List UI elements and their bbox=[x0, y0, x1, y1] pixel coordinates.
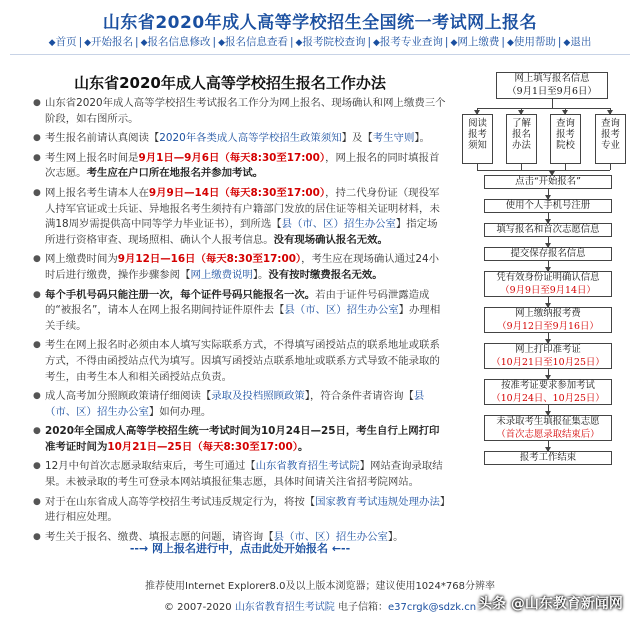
nav-start-signup[interactable]: ◆开始报名 bbox=[84, 36, 134, 48]
bullet-icon: ● bbox=[33, 531, 41, 542]
flow-step-label: 提交保存报名信息 bbox=[510, 248, 586, 259]
bullet-icon: ◆ bbox=[563, 38, 571, 48]
nav-help[interactable]: ◆使用帮助 bbox=[506, 36, 556, 48]
nav-logout[interactable]: ◆退出 bbox=[563, 36, 592, 48]
document-title: 山东省2020年成人高等学校招生报名工作办法 bbox=[74, 74, 386, 92]
flow-arrow bbox=[548, 441, 549, 451]
flow-connector bbox=[477, 108, 610, 109]
nav-online-payment[interactable]: ◆网上缴费 bbox=[450, 36, 500, 48]
flow-connector bbox=[552, 99, 553, 108]
policy-link[interactable]: 考生守则 bbox=[372, 132, 415, 145]
flow-step-label: 网上缴纳报考费 bbox=[515, 308, 581, 319]
nav-separator: | bbox=[135, 36, 139, 48]
bullet-icon: ● bbox=[33, 496, 41, 507]
bullet-icon: ● bbox=[33, 391, 41, 402]
header-divider bbox=[10, 54, 630, 55]
flow-step-date: （首次志愿录取结束后） bbox=[496, 428, 600, 440]
bullet-icon: ◆ bbox=[84, 38, 92, 48]
footer-email-link[interactable]: e37crgk@sdzk.cn bbox=[388, 602, 477, 613]
instruction-text: ，考生应在现场确认通过24小时后进行缴费，操作步骤参阅【 bbox=[45, 253, 440, 281]
nav-separator: | bbox=[367, 36, 371, 48]
instruction-text: 考生在网上报名时必须由本人填写实际联系方式，不得填写函授站点的联系地址或联系方式，不得由函授站点代为填写。因填写函授站点联系地址或联系方式导致不能录取的考生，由考生本人和相关函授站点负责。 bbox=[45, 339, 440, 383]
instruction-text: 12月中旬首次志愿录取结束后，考生可通过【 bbox=[45, 460, 256, 473]
flow-arrow bbox=[548, 213, 549, 223]
instruction-text: 】。 bbox=[414, 132, 430, 145]
bullet-icon: ● bbox=[33, 340, 41, 351]
flow-arrow bbox=[548, 237, 549, 247]
instruction-text: 】办理相关手续。 bbox=[45, 304, 441, 332]
nav-major-query[interactable]: ◆报考专业查询 bbox=[373, 36, 443, 48]
start-signup-link[interactable]: --→ 网上报名进行中，点击此处开始报名 ←-- bbox=[129, 542, 351, 555]
policy-link[interactable]: 录取及投档照顾政策 bbox=[211, 390, 305, 403]
flow-side-query-majors: 查询报考专业 bbox=[595, 114, 626, 164]
instruction-text: 2020年全国成人高等学校招生统一考试时间为10月24日—25日，考生自行上网打印准考证时间为 bbox=[45, 425, 440, 453]
flow-arrow bbox=[548, 261, 549, 271]
flow-step-label: 凭有效身份证明确认信息 bbox=[496, 272, 600, 283]
instruction-text: 山东省2020年成人高等学校招生考试报名工作分为网上报名、现场确认和网上缴费三个阶段，如右图所示。 bbox=[45, 97, 446, 125]
instruction-text: 】。 bbox=[252, 268, 269, 281]
instruction-text: 】及【 bbox=[341, 132, 373, 145]
instruction-text: 成人高考加分照顾政策请仔细阅读【 bbox=[45, 390, 212, 403]
watermark: 头条 @山东教育新闻网 bbox=[478, 596, 623, 612]
flow-arrow bbox=[548, 369, 549, 379]
nav-separator: | bbox=[212, 36, 217, 48]
policy-link[interactable]: 县（市、区）招生办公室 bbox=[281, 218, 396, 231]
nav-separator: | bbox=[501, 36, 505, 48]
bullet-icon: ● bbox=[33, 187, 41, 198]
flow-step-label: 未录取考生填报征集志愿 bbox=[496, 416, 600, 427]
instruction-text: 网上报名考生请本人在 bbox=[45, 186, 149, 199]
instruction-item bbox=[28, 424, 446, 455]
flow-step-label: 填写报名和首次志愿信息 bbox=[496, 224, 600, 235]
flow-start-box: 网上填写报名信息 （9月1日至9月6日） bbox=[496, 72, 608, 99]
instruction-text: 考生应在户口所在地报名并参加考试。 bbox=[86, 167, 264, 180]
registration-flowchart bbox=[458, 72, 636, 467]
flow-step-label: 使用个人手机号注册 bbox=[505, 200, 591, 211]
instruction-text: ，网上报名的同时填报首次志愿。 bbox=[45, 151, 440, 180]
flow-arrow bbox=[548, 405, 549, 415]
flow-side-query-schools: 查询报考院校 bbox=[550, 114, 581, 164]
flow-step-box bbox=[484, 223, 612, 237]
nav-separator: | bbox=[289, 36, 294, 48]
bullet-icon: ● bbox=[33, 133, 41, 144]
flow-side-learn-method: 了解报名办法 bbox=[506, 114, 537, 164]
flow-step-box bbox=[484, 199, 612, 213]
policy-link[interactable]: 县（市、区）招生办公室 bbox=[273, 530, 388, 543]
flow-step-date: （9月12日至9月16日） bbox=[497, 320, 599, 332]
instruction-text: 】，符合条件者请咨询【 bbox=[304, 390, 414, 403]
flow-arrow bbox=[548, 189, 549, 199]
footer-org-link[interactable]: 山东省教育招生考试院 bbox=[234, 602, 335, 613]
instruction-item bbox=[28, 151, 446, 182]
nav-school-query[interactable]: ◆报考院校查询 bbox=[295, 36, 366, 48]
instruction-text: 没有现场确认报名无效。 bbox=[273, 233, 388, 246]
policy-link[interactable]: 山东省教育招生考试院 bbox=[255, 460, 360, 473]
flow-step-label: 网上打印准考证 bbox=[515, 344, 581, 355]
flow-step-box bbox=[484, 271, 612, 297]
instruction-text: 网上缴费时间为 bbox=[45, 253, 118, 266]
bullet-icon: ● bbox=[33, 426, 41, 437]
nav-separator: | bbox=[557, 36, 562, 48]
policy-link[interactable]: 网上缴费说明 bbox=[190, 268, 253, 281]
bullet-icon: ◆ bbox=[218, 38, 225, 48]
bullet-icon: ● bbox=[33, 461, 41, 472]
bullet-icon: ● bbox=[33, 289, 41, 300]
instruction-text: ，持二代身份证（现役军人持军官证或士兵证、异地报名考生须持有户籍部门发放的居住证等相关证明材料，未满18周岁需提供高中同等学力毕业证书），到所选【 bbox=[45, 186, 440, 231]
policy-link[interactable]: 县（市、区）招生办公室 bbox=[284, 304, 399, 317]
nav-edit-info[interactable]: ◆报名信息修改 bbox=[140, 36, 211, 48]
page-title: 山东省2020年成人高等学校招生全国统一考试网上报名 bbox=[102, 13, 538, 33]
instruction-text: 对于在山东省成人高等学校招生考试违反规定行为，将按【 bbox=[45, 495, 316, 508]
instructions-list bbox=[28, 96, 446, 549]
instruction-item bbox=[28, 459, 446, 490]
flow-step-box bbox=[484, 343, 612, 369]
flow-step-date: （10月21日至10月25日） bbox=[491, 356, 605, 368]
browser-recommendation: 推荐使用Internet Explorer8.0及以上版本浏览器；建议使用1024*768分辨率 bbox=[145, 581, 495, 592]
bullet-icon: ◆ bbox=[450, 38, 458, 48]
nav-home[interactable]: ◆首页 bbox=[48, 36, 77, 48]
policy-link[interactable]: 国家教育考试违规处理办法 bbox=[315, 495, 440, 508]
instruction-item bbox=[28, 495, 446, 526]
flow-step-box bbox=[484, 175, 612, 189]
instruction-item bbox=[28, 338, 446, 385]
bullet-icon: ◆ bbox=[373, 38, 380, 48]
flow-step-date: （9月9日至9月14日） bbox=[500, 284, 596, 296]
instruction-text: 没有按时缴费报名无效。 bbox=[268, 268, 383, 281]
instruction-item bbox=[28, 131, 446, 147]
nav-separator: | bbox=[78, 36, 83, 48]
instruction-item bbox=[28, 389, 446, 420]
flow-arrow bbox=[548, 297, 549, 307]
instruction-text: 每个手机号码只能注册一次，每个证件号码只能报名一次。 bbox=[45, 288, 316, 301]
instruction-text: 考生网上报名时间是 bbox=[45, 151, 139, 164]
instruction-text: 9月12日—16日（每天8:30至17:00） bbox=[117, 253, 302, 266]
instruction-item bbox=[28, 186, 446, 248]
flow-step-box bbox=[484, 415, 612, 441]
bullet-icon: ◆ bbox=[295, 38, 303, 48]
flow-step-box bbox=[484, 379, 612, 405]
instruction-item bbox=[28, 288, 446, 335]
instruction-text: 考生关于报名、缴费、填报志愿的问题，请咨询【 bbox=[45, 530, 274, 543]
bullet-icon: ● bbox=[33, 152, 41, 163]
instruction-text: 9月9日—14日（每天8:30至17:00） bbox=[148, 186, 326, 199]
instruction-text: 10月21日—25日（每天8:30至17:00） bbox=[107, 440, 298, 453]
bullet-icon: ● bbox=[33, 98, 41, 108]
flow-side-read-notice: 阅读报考须知 bbox=[462, 114, 493, 164]
flow-step-label: 点击“开始报名” bbox=[515, 176, 581, 187]
instruction-text: 9月1日—9月6日（每天8:30至17:00） bbox=[138, 151, 326, 164]
instruction-text: 考生报名前请认真阅读【 bbox=[45, 132, 160, 145]
flow-arrow bbox=[548, 333, 549, 343]
instruction-text: 若由于证件号码泄露造成的“被报名”，请本人在网上报名期间持证件原件去【 bbox=[45, 288, 430, 317]
instruction-text: 】。 bbox=[387, 530, 404, 543]
flow-step-date: （10月24日、10月25日） bbox=[491, 392, 605, 404]
instruction-text: 】指定场所进行资格审查、现场照相、确认个人报考信息。 bbox=[45, 218, 438, 246]
bullet-icon: ◆ bbox=[140, 38, 148, 48]
instruction-text: 。 bbox=[297, 440, 309, 453]
instruction-text: 】如何办理。 bbox=[148, 405, 212, 418]
flow-step-box bbox=[484, 247, 612, 261]
flow-step-label: 报考工作结束 bbox=[519, 452, 577, 463]
instruction-text: 】进行相应处理。 bbox=[45, 495, 446, 524]
bullet-icon: ◆ bbox=[506, 38, 514, 48]
footer-copyright: © 2007-2020 山东省教育招生考试院 电子信箱：e37crgk@sdzk.cn bbox=[163, 602, 477, 613]
flow-connector bbox=[477, 170, 610, 171]
nav-view-info[interactable]: ◆报名信息查看 bbox=[218, 36, 288, 48]
nav-separator: | bbox=[444, 36, 449, 48]
instruction-text: 】网站查询录取结果。未被录取的考生可登录本网站填报征集志愿，具体时间请关注省招考院网站。 bbox=[45, 460, 443, 489]
instruction-item bbox=[28, 96, 446, 127]
flow-connector bbox=[610, 164, 611, 170]
policy-link[interactable]: 2020年各类成人高等学校招生政策须知 bbox=[159, 132, 342, 145]
bullet-icon: ● bbox=[33, 254, 41, 265]
flow-step-box bbox=[484, 451, 612, 465]
policy-link[interactable]: 县（市、区）招生办公室 bbox=[45, 390, 425, 418]
flow-step-box bbox=[484, 307, 612, 333]
instruction-item bbox=[28, 252, 446, 283]
top-navigation bbox=[0, 34, 640, 49]
flow-step-label: 按准考证要求参加考试 bbox=[501, 380, 595, 391]
bullet-icon: ◆ bbox=[48, 38, 56, 48]
